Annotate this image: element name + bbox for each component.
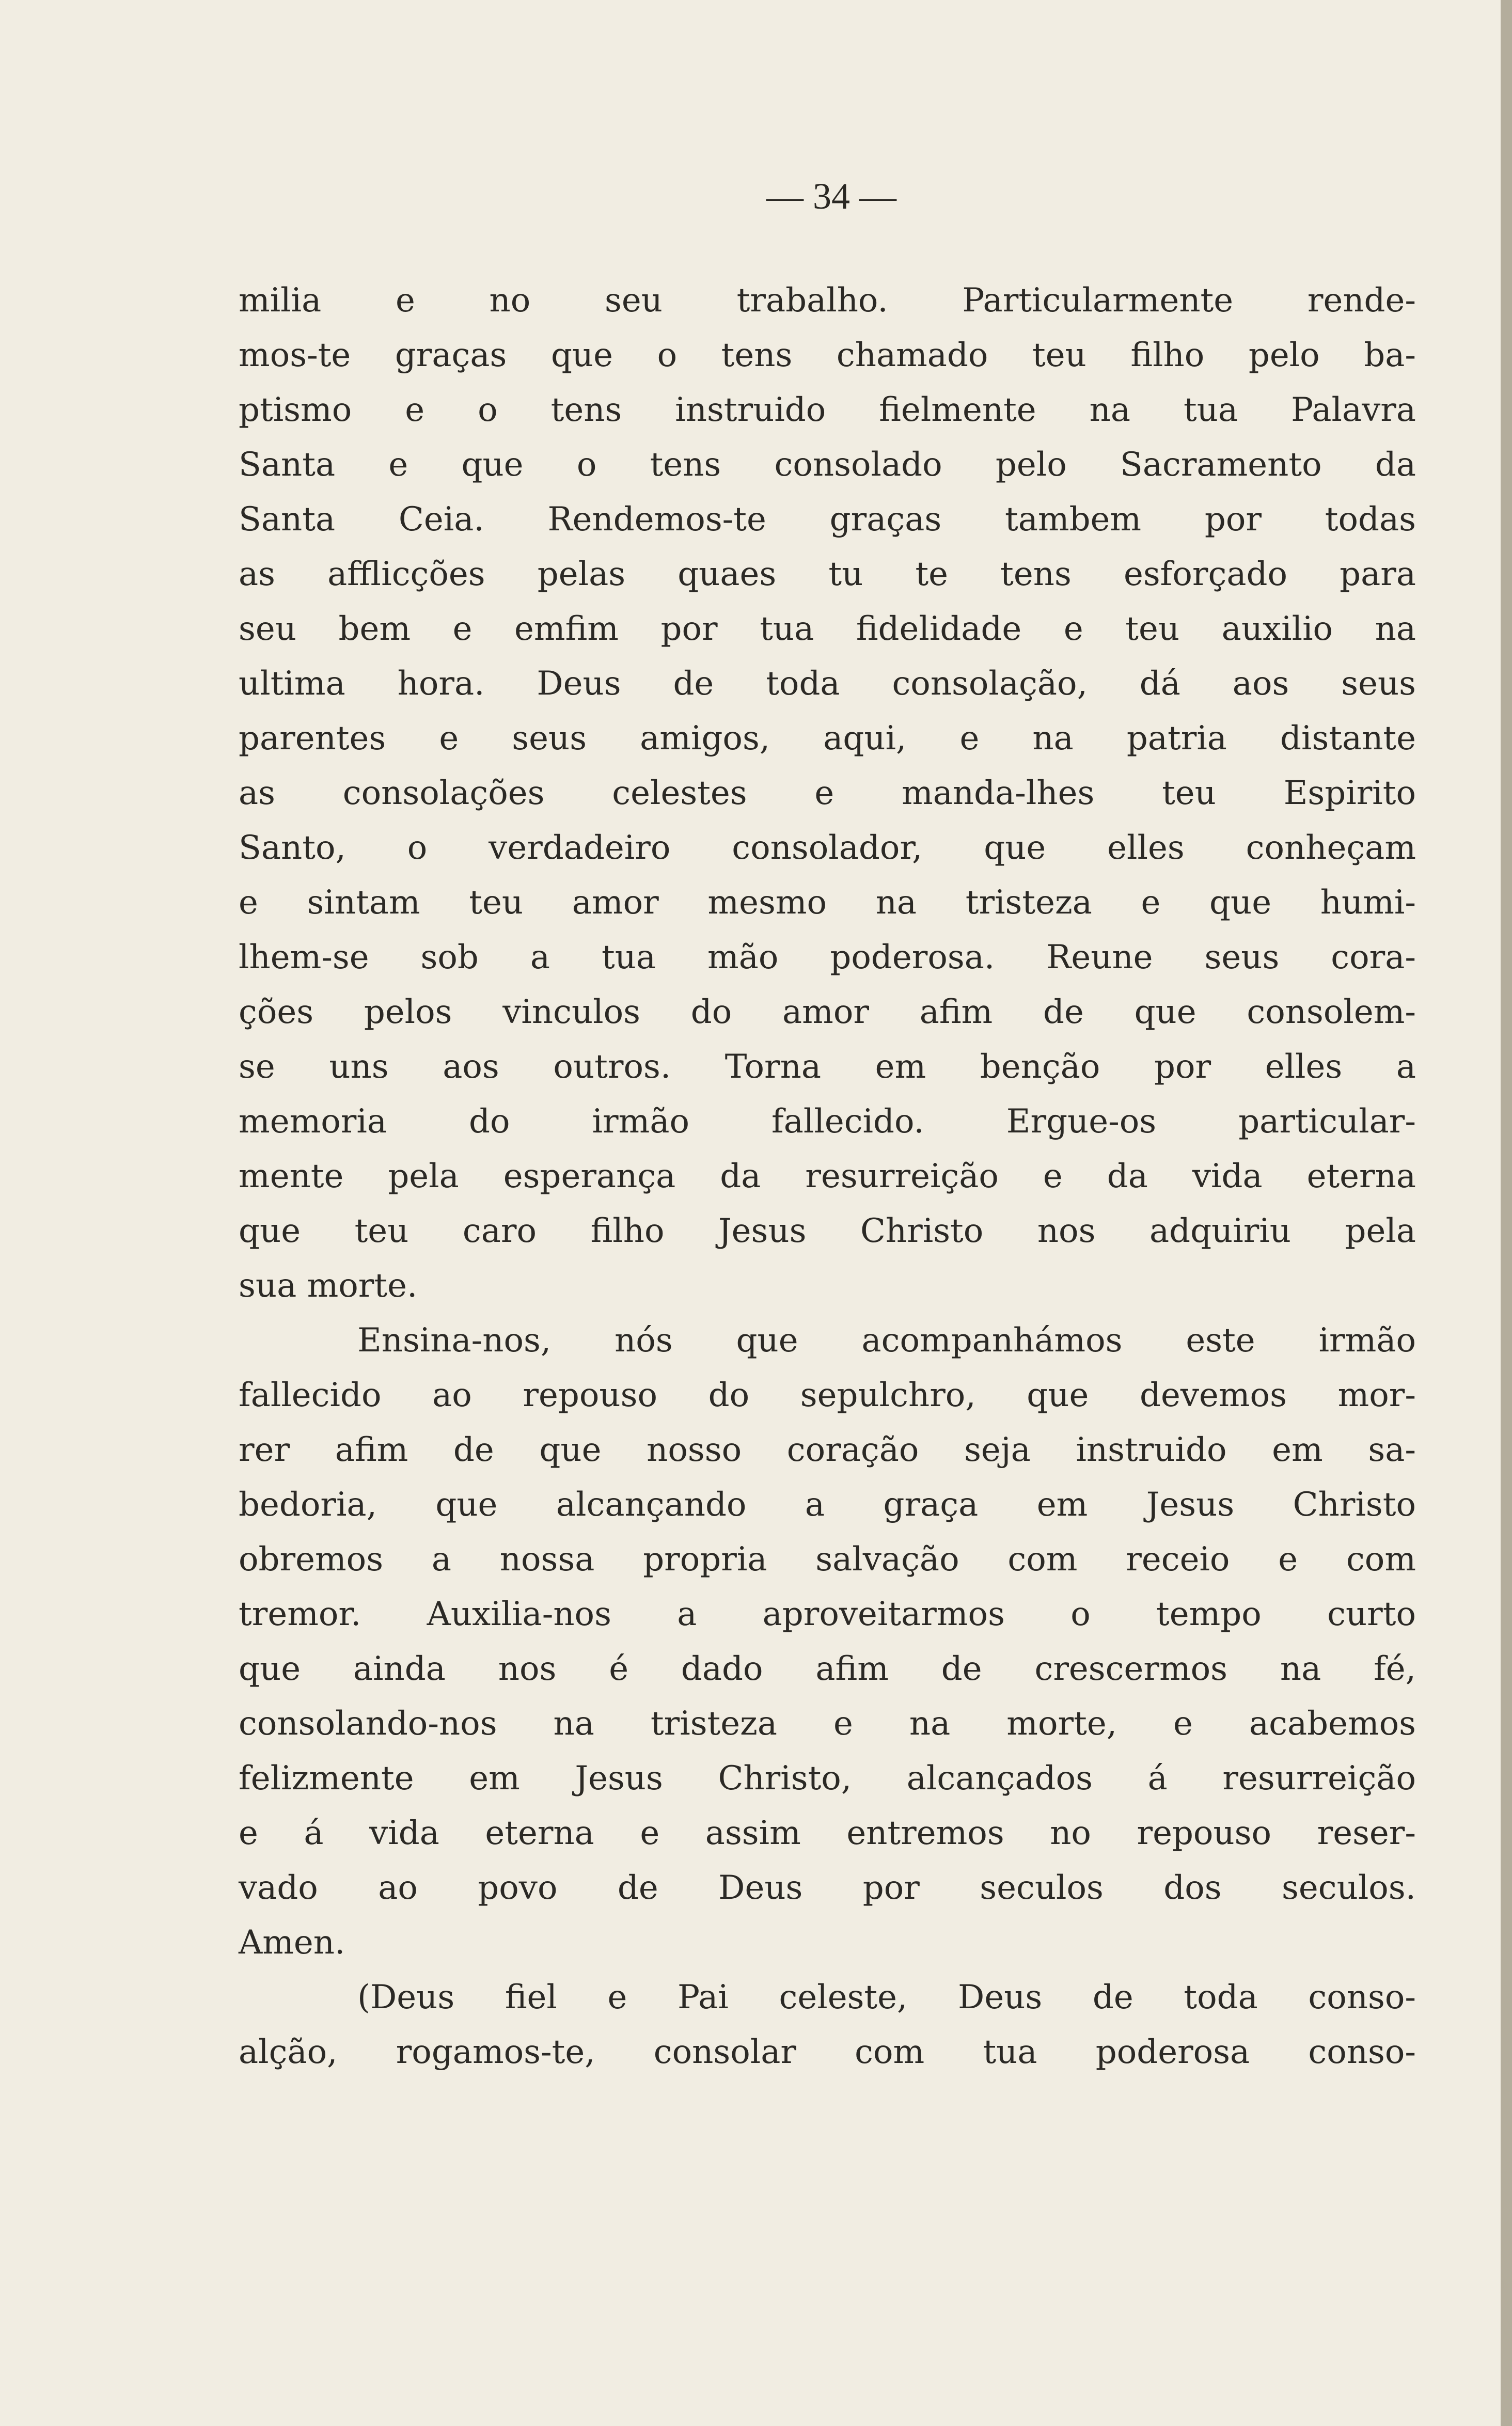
text-line: e sintam teu amor mesmo na tristeza e que humi-: [239, 884, 1416, 922]
text-line: vado ao povo de Deus por seculos dos seculos.: [239, 1869, 1416, 1907]
text-line: Santa e que o tens consolado pelo Sacramento da: [239, 446, 1416, 484]
text-line: obremos a nossa propria salvação com receio e com: [239, 1540, 1416, 1579]
text-line: Santo, o verdadeiro consolador, que elles conheçam: [239, 829, 1416, 867]
text-line: e á vida eterna e assim entremos no repouso reser-: [239, 1814, 1416, 1852]
text-line: sua morte.: [239, 1267, 418, 1305]
text-line: alção, rogamos-te, consolar com tua poderosa conso-: [239, 2033, 1416, 2071]
text-line: bedoria, que alcançando a graça em Jesus Christo: [239, 1486, 1416, 1524]
text-line: felizmente em Jesus Christo, alcançados á resurreição: [239, 1759, 1416, 1798]
text-line: que teu caro filho Jesus Christo nos adquiriu pela: [239, 1212, 1416, 1250]
paragraph: [239, 1321, 1416, 1978]
paragraph: [239, 281, 1416, 1321]
text-line: Santa Ceia. Rendemos-te graças tambem por todas: [239, 500, 1416, 539]
paragraph: [239, 1978, 1416, 2088]
text-line: rer afim de que nosso coração seja instruido em sa-: [239, 1431, 1416, 1469]
text-line: se uns aos outros. Torna em benção por elles a: [239, 1048, 1416, 1086]
text-line: memoria do irmão fallecido. Ergue-os particular-: [239, 1102, 1416, 1141]
text-line: as afflicções pelas quaes tu te tens esforçado para: [239, 555, 1416, 593]
text-line: as consolações celestes e manda-lhes teu Espirito: [239, 774, 1416, 812]
text-line: parentes e seus amigos, aqui, e na patria distante: [239, 719, 1416, 758]
page-edge-shadow: [1501, 0, 1512, 2426]
text-line: (Deus fiel e Pai celeste, Deus de toda conso-: [357, 1978, 1416, 2017]
text-line: fallecido ao repouso do sepulchro, que devemos mor-: [239, 1376, 1416, 1414]
text-line: ultima hora. Deus de toda consolação, dá aos seus: [239, 665, 1416, 703]
text-line: que ainda nos é dado afim de crescermos na fé,: [239, 1650, 1416, 1688]
text-line: tremor. Auxilia-nos a aproveitarmos o tempo curto: [239, 1595, 1416, 1633]
text-line: Ensina-nos, nós que acompanhámos este irmão: [357, 1321, 1416, 1360]
text-line: ptismo e o tens instruido fielmente na tua Palavra: [239, 391, 1416, 429]
text-line: lhem-se sob a tua mão poderosa. Reune seus cora-: [239, 938, 1416, 976]
text-line: mente pela esperança da resurreição e da vida eterna: [239, 1157, 1416, 1195]
body-text: [239, 281, 1416, 2088]
text-line: milia e no seu trabalho. Particularmente rende-: [239, 281, 1416, 320]
text-line: mos-te graças que o tens chamado teu filho pelo ba-: [239, 336, 1416, 374]
page-number: — 34 —: [766, 176, 896, 217]
text-line: Amen.: [239, 1924, 345, 1962]
text-line: ções pelos vinculos do amor afim de que consolem-: [239, 993, 1416, 1031]
text-line: consolando-nos na tristeza e na morte, e acabemos: [239, 1705, 1416, 1743]
text-line: seu bem e emfim por tua fidelidade e teu auxilio na: [239, 610, 1416, 648]
